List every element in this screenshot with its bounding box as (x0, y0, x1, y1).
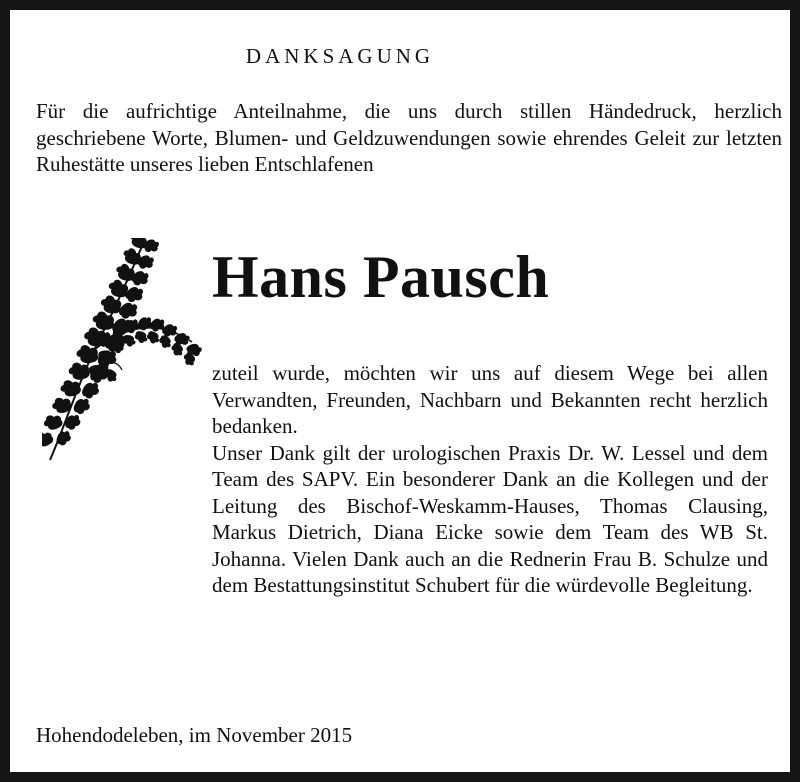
thanks-paragraph-2: Unser Dank gilt der urologischen Praxis Dr. W. Lessel und dem Team des SAPV. Ein besonderer Dank an die Kollegen und der Leitung des Bischof-Weskamm-Hauses, Thomas Clausing, Markus Dietrich, Diana Eicke sowie dem Team des WB St. Johanna. Vielen Dank auch an die Rednerin Frau B. Schulze und dem Bestattungsinstitut Schubert für die würdevolle Begleitung. (212, 440, 768, 597)
intro-paragraph: Für die aufrichtige Anteilnahme, die uns durch stillen Händedruck, herzlich geschriebene Worte, Blumen- und Geldzuwendungen sowie ehrendes Geleit zur letzten Ruhestätte unseres lieben Entschlafenen (36, 99, 782, 176)
thanks-body (212, 360, 768, 599)
notice-heading: DANKSAGUNG (245, 44, 435, 68)
thanks-paragraph-1: zuteil wurde, möchten wir uns auf diesem Wege bei allen Verwandten, Freunden, Nachbarn und Bekannten recht herzlich bedanken. (212, 361, 768, 438)
place-date-line: Hohendodeleben, im November 2015 (36, 723, 353, 747)
deceased-name: Hans Pausch (212, 244, 550, 310)
fern-branch-icon (42, 238, 212, 466)
